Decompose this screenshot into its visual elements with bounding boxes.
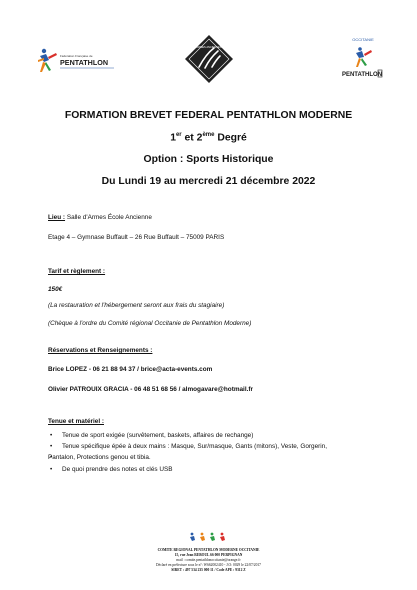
logo-left-subtext: Fédération Française de bbox=[60, 54, 93, 58]
logo-left-text: PENTATHLON bbox=[60, 58, 109, 67]
list-item: • Tenue spécifique épée à deux mains : Masque, Sur/masque, Gants (mitons), Veste, Gorgerin, bbox=[48, 441, 378, 452]
contact-olivier: Olivier PATROUIX GRACIA - 06 48 51 68 56 / almogavare@hotmail.fr bbox=[48, 386, 254, 393]
contact-brice: Brice LOPEZ - 06 21 88 94 37 / brice@acta-events.com bbox=[48, 366, 213, 373]
tarif-heading: Tarif et règlement : bbox=[48, 268, 106, 275]
tarif-price: 150€ bbox=[48, 286, 63, 293]
tenue-heading: Tenue et matériel : bbox=[48, 418, 104, 425]
title-dates: Du Lundi 19 au mercredi 21 décembre 2022 bbox=[101, 176, 316, 187]
occitanie-pentathlon-logo bbox=[340, 36, 386, 82]
lieu-address: Etage 4 – Gymnase Buffault – 26 Rue Buffault – 75009 PARIS bbox=[48, 234, 225, 241]
pentathlon-figures-icon bbox=[38, 49, 57, 72]
list-item: • Tenue de sport exigée (survêtement, baskets, affaires de rechange) bbox=[48, 430, 378, 441]
footer-org-name: COMITE REGIONAL PENTATHLON MODERNE OCCITANIE bbox=[157, 548, 260, 552]
reservations-heading: Réservations et Renseignements : bbox=[48, 347, 153, 354]
logo-right-text: PENTATHLON bbox=[341, 72, 383, 78]
lieu-value: Salle d'Armes École Ancienne bbox=[65, 214, 152, 221]
title-option: Option : Sports Historique bbox=[143, 154, 274, 165]
tarif-note-restauration: (La restauration et l'hébergement seront aux frais du stagiaire) bbox=[48, 302, 225, 309]
pentathlon-figures-icon bbox=[356, 47, 372, 67]
logo-center-text: ARMES ANCIENNES bbox=[196, 46, 222, 49]
list-item: • De quoi prendre des notes et clés USB bbox=[48, 464, 378, 475]
list-item-continuation: • Pantalon, Protections genou et tibia. bbox=[48, 452, 378, 463]
footer-address: 15, rue Jean REBOUL 66 000 PERPIGNAN bbox=[174, 553, 243, 557]
footer-declaration: Déclaré en préfecture sous le n°: W662002410 - J.O: 0029 le 22/07/2017 bbox=[156, 563, 261, 567]
footer-mail: mail : comite.pentathlonoccitanie@orange.fr bbox=[176, 558, 241, 562]
title-degre: 1er et 2ème Degré bbox=[170, 132, 247, 144]
tarif-note-cheque: (Chèque à l'ordre du Comité régional Occitanie de Pentathlon Moderne) bbox=[48, 320, 252, 327]
title-formation: FORMATION BREVET FEDERAL PENTATHLON MODERNE bbox=[64, 110, 353, 121]
footer-siret: SIRET : 497 534 235 000 11 / Code APE : 9312 Z bbox=[171, 568, 246, 572]
ffpm-logo bbox=[36, 44, 118, 80]
logo-right-top-text: OCCITANIE bbox=[352, 37, 374, 42]
tenue-list bbox=[48, 430, 378, 475]
lieu-line bbox=[48, 214, 152, 221]
footer-block bbox=[0, 548, 417, 573]
armes-anciennes-logo bbox=[184, 34, 234, 84]
lieu-label: Lieu : bbox=[48, 214, 66, 221]
footer-pentathlon-icon bbox=[186, 530, 230, 546]
